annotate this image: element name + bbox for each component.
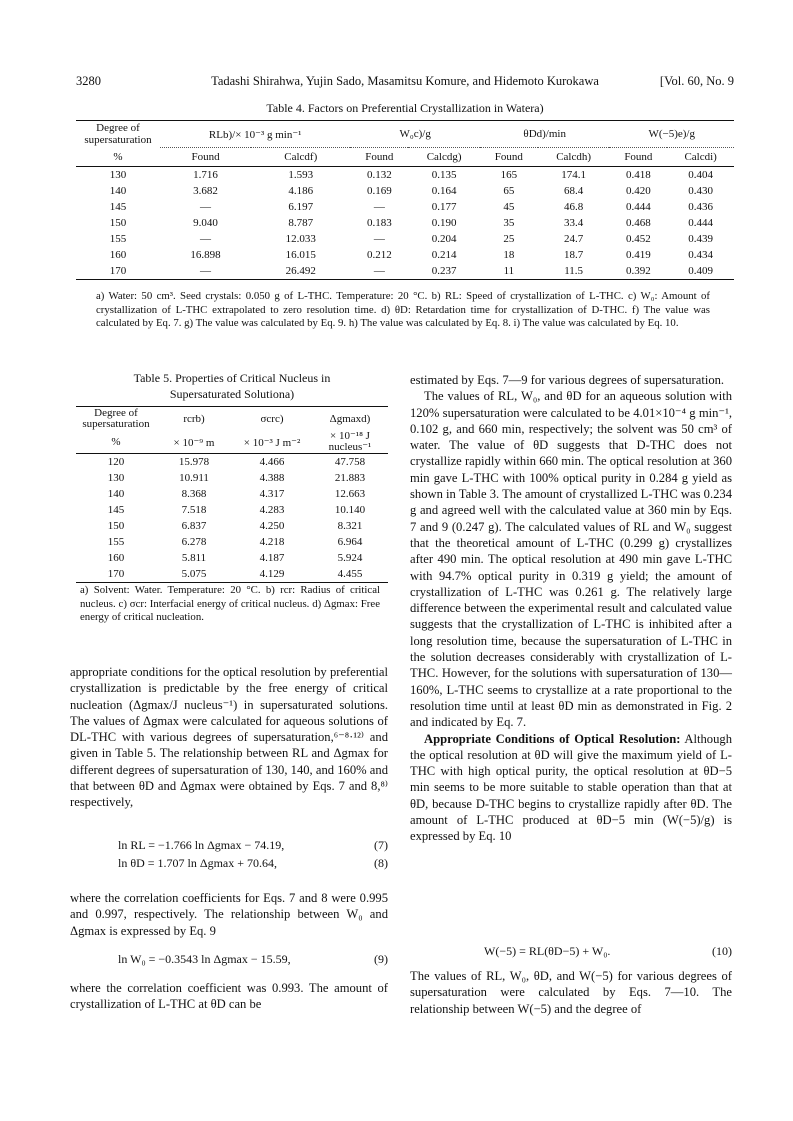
table-cell: 9.040 [193,217,218,229]
right-column-text [410,372,732,845]
table-cell: 3.682 [193,185,218,197]
table4-footnote: a) Water: 50 cm³. Seed crystals: 0.050 g of L-THC. Temperature: 20 °C. b) RL: Speed of crystallization of L-THC. c) W₀: Amount of crystallization of L-THC extrapolated to zero resolution time. d) θD: Retardation time for crystallization of D-THC. f) The value was calculated by Eq. 7. g) The value was calculated by Eq. 9. h) The value was calculated by Eq. 8. i) The value was calculated by Eq. 10. [96,290,710,330]
table-cell: 0.164 [431,185,457,197]
table-cell: 11.5 [564,265,584,277]
table-cell: 33.4 [564,217,584,229]
table5-unit: × 10⁻³ J m⁻² [243,436,301,449]
table-cell: 16.015 [285,249,316,261]
table-cell: 6.837 [181,520,207,532]
table-cell: 0.212 [366,249,392,261]
table4-subheader: Calcdg) [426,151,462,163]
table-cell: 155 [109,233,127,245]
table5-unit: × 10⁻⁹ m [173,436,215,449]
table5-footnote: a) Solvent: Water. Temperature: 20 °C. b) rcr: Radius of critical nucleus. c) σcr: Interfacial energy of critical nucleus. d) Δgmax: Free energy of critical nucleation. [80,584,380,624]
table-row [76,231,734,247]
table5-caption-line1: Table 5. Properties of Critical Nucleus in [133,371,331,385]
table-cell: 6.197 [288,201,314,213]
table-cell: 0.169 [366,185,392,197]
table-cell: 35 [503,217,515,229]
table-cell: 4.388 [259,472,285,484]
table-cell: 0.177 [431,201,457,213]
table-cell: 45 [503,201,515,213]
table4-subheader: Calcdh) [556,151,592,163]
table-cell: 11 [503,265,515,277]
equation-number: (9) [374,952,388,966]
table-cell: 8.321 [337,520,363,532]
table-cell: 160 [107,552,125,564]
table4-subheader: Calcdf) [284,151,318,163]
table-cell: 165 [500,169,518,181]
section-heading: Appropriate Conditions of Optical Resolution: [424,731,681,746]
table-cell: 5.811 [181,552,207,564]
left-paragraph-2 [70,890,388,939]
table-cell: 46.8 [564,201,584,213]
paragraph: The values of RL, W₀, and θD for an aqueous solution with 120% supersaturation were calculated to be 4.01×10⁻⁴ g min⁻¹, 0.102 g, and 660 min, respectively; the solvent was 50 cm³ of water. The value of θD suggests that D-THC does not crystallize rapidly within 660 min. The optical resolution at 360 min gave L-THC with 100% optical purity in 0.284 g yield as shown in Table 3. The amount of crystallized L-THC was 0.234 g and agreed well with the calculated value at 360 min by Eqs. 7 and 9 (0.247 g). The calculated values of RL and W₀ suggest that the theoretical amount of L-THC (0.299 g) crystallizes after 490 min. The optical resolution at 490 min gave L-THC with 94.7% optical purity in 0.319 g yield; the amount of crystallization of L-THC was 0.261 g. The relatively large difference between the experimental result and calculated value suggests that the crystallization of L-THC is inhibited after a long resolution time, because the supersaturation of L-THC in the solution decreases considerably with crystallization of L-THC. However, for the solutions with supersaturation of 130—160%, L-THC seems to crystallize at a rate proportional to the resolution time until at least θD min as demonstrated in Fig. 2 and indicated by Eq. 7. [410,389,732,730]
table-cell: — [200,201,212,213]
equation-text: ln θD = 1.707 ln Δgmax + 70.64, [118,856,277,870]
table-row [76,167,734,184]
equation-8 [118,856,388,872]
table-cell: 68.4 [564,185,584,197]
table-cell: 150 [109,217,127,229]
table-cell: 18 [503,249,515,261]
table4-group-header: θDd)/min [480,121,610,148]
left-paragraph-3 [70,980,388,1013]
table4-col1-header: Degree of supersaturation [84,122,152,147]
table-cell: 120 [107,456,125,468]
table5-unit: % [111,435,121,448]
table-cell: 7.518 [181,504,207,516]
table-cell: 6.964 [337,536,363,548]
equation-10 [484,944,732,960]
paragraph-text: Although the optical resolution at θD will give the maximum yield of L-THC with high optical purity, the optical resolution at θD−5 min seems to be more suitable to stable operation than that at θD, because D-THC begins to crystallize rapidly after θD. The amount of L-THC produced at θD−5 min (W(−5)/g) is expressed by Eq. 10 [410,731,732,844]
table-cell: 150 [107,520,125,532]
table-cell: 160 [109,249,127,261]
table-cell: 4.186 [288,185,314,197]
table4-group-header: W₀c)/g [350,121,480,148]
table-cell: 4.455 [337,568,363,580]
table-cell: 0.430 [688,185,714,197]
section-paragraph [410,731,732,845]
table5-unit: × 10⁻¹⁸ J nucleus⁻¹ [328,430,372,453]
table-cell: 0.409 [688,265,714,277]
table-cell: 174.1 [561,169,586,181]
table-cell: 0.444 [626,201,651,213]
equation-9 [118,952,388,968]
equation-number: (8) [374,856,388,870]
table-row [76,247,734,263]
table-cell: 145 [107,504,125,516]
paragraph: where the correlation coefficients for Eqs. 7 and 8 were 0.995 and 0.997, respectively. The relationship between W₀ and Δgmax is expressed by Eq. 9 [70,891,388,938]
table-cell: 0.214 [431,249,457,261]
table-cell: 0.183 [366,217,392,229]
table-cell: 1.716 [193,169,218,181]
table-row [76,502,388,518]
table-row [76,183,734,199]
table4-caption: Table 4. Factors on Preferential Crystallization in Watera) [266,101,544,115]
table5-caption [76,370,388,402]
table4-subheader: Found [494,151,523,163]
table-cell: — [200,233,212,245]
table-cell: 1.593 [288,169,314,181]
table5-caption-line2: Supersaturated Solutiona) [169,387,295,401]
table-cell: 0.237 [431,265,457,277]
right-paragraph-4 [410,968,732,1017]
table-cell: 21.883 [334,472,366,484]
table-cell: 25 [503,233,515,245]
table4-col1-unit: % [113,150,123,163]
table-cell: 4.283 [259,504,285,516]
table-cell: — [373,201,385,213]
table-cell: 130 [107,472,125,484]
table4-group-header: W(−5)e)/g [609,121,734,148]
page-number: 3280 [76,74,101,88]
table-cell: 16.898 [190,249,221,261]
table-cell: 0.434 [688,249,714,261]
table-row [76,534,388,550]
table-cell: 6.278 [181,536,207,548]
table-row [76,263,734,280]
table-cell: 145 [109,201,127,213]
table-cell: 0.452 [626,233,651,245]
table-cell: — [373,265,385,277]
table5-header: rcrb) [183,413,205,425]
table-row [76,470,388,486]
table-cell: 0.420 [626,185,651,197]
equation-text: ln RL = −1.766 ln Δgmax − 74.19, [118,838,285,852]
table-cell: 5.924 [337,552,363,564]
table-cell: 0.135 [431,169,457,181]
equation-7 [118,838,388,854]
table-cell: 155 [107,536,125,548]
table-cell: 47.758 [334,456,366,468]
paragraph: estimated by Eqs. 7—9 for various degrees of supersaturation. [410,373,725,387]
table-cell: 26.492 [285,265,316,277]
table-cell: 0.468 [626,217,651,229]
table5-header: Degree of supersaturation [82,407,150,430]
table-row [76,454,388,471]
table-cell: 10.911 [179,472,209,484]
table5-header: σcrc) [260,413,284,425]
equation-number: (10) [712,944,732,958]
left-paragraph-1 [70,664,388,811]
equation-text: ln W₀ = −0.3543 ln Δgmax − 15.59, [118,952,291,966]
table-cell: 4.466 [259,456,285,468]
table-cell: 8.368 [181,488,207,500]
table-cell: 170 [107,568,125,580]
table5-header: Δgmaxd) [329,413,371,425]
equation-number: (7) [374,838,388,852]
table-row [76,486,388,502]
table-cell: 65 [503,185,515,197]
table4-subheader: Calcdi) [684,151,717,163]
table-cell: 0.190 [431,217,457,229]
table-cell: 4.129 [259,568,285,580]
table4 [76,120,734,280]
table-cell: 140 [107,488,125,500]
table4-subheader: Found [624,151,653,163]
table5-body [76,454,388,583]
volume-info: [Vol. 60, No. 9 [659,74,734,88]
table-cell: 4.317 [259,488,285,500]
paragraph: appropriate conditions for the optical resolution by preferential crystallization is predictable by the free energy of critical nucleation (Δgmax/J nucleus⁻¹) in supersaturated solutions. The values of Δgmax were calculated for aqueous solutions of DL-THC with various degrees of supersaturation,⁶⁻⁸·¹²⁾ and given in Table 5. The relationship between RL and Δgmax for different degrees of supersaturation of 130, 140, and 160% and that between θD and Δgmax were obtained by Eqs. 7 and 8,⁸⁾ respectively, [70,665,388,810]
table-cell: 5.075 [181,568,207,580]
table-row [76,566,388,583]
running-authors: Tadashi Shirahwa, Yujin Sado, Masamitsu Komure, and Hidemoto Kurokawa [211,74,599,88]
table-cell: 0.418 [626,169,651,181]
table-row [76,199,734,215]
table-cell: 0.204 [431,233,457,245]
table-cell: 140 [109,185,127,197]
table-cell: 12.033 [285,233,316,245]
table-cell: 0.392 [626,265,651,277]
table-row [76,215,734,231]
table4-body [76,167,734,280]
running-header [76,74,734,90]
table-cell: 0.404 [688,169,714,181]
table-cell: — [200,265,212,277]
table-cell: 18.7 [564,249,584,261]
table-cell: — [373,233,385,245]
table4-subheader: Found [365,151,394,163]
table-cell: 0.419 [626,249,651,261]
table-cell: 12.663 [334,488,366,500]
table-cell: 4.218 [259,536,285,548]
table-row [76,550,388,566]
table-cell: 10.140 [334,504,366,516]
table-cell: 0.132 [366,169,392,181]
table-cell: 0.444 [688,217,714,229]
paragraph: The values of RL, W₀, θD, and W(−5) for various degrees of supersaturation were calculated by Eqs. 7—10. The relationship between W(−5) and the degree of [410,969,732,1016]
table4-subheader: Found [191,151,220,163]
table-cell: 4.187 [259,552,285,564]
table-row [76,518,388,534]
table-cell: 0.436 [688,201,714,213]
table-cell: 15.978 [178,456,210,468]
table-cell: 24.7 [564,233,584,245]
table-cell: 130 [109,169,127,181]
table5 [76,406,388,583]
equation-text: W(−5) = RL(θD−5) + W₀. [484,944,611,958]
table-cell: 170 [109,265,127,277]
table4-group-header: RLb)/× 10⁻³ g min⁻¹ [160,121,350,148]
table-cell: 8.787 [288,217,314,229]
table-cell: 4.250 [259,520,285,532]
table-cell: 0.439 [688,233,714,245]
paragraph: where the correlation coefficient was 0.993. The amount of crystallization of L-THC at θD can be [70,981,388,1012]
